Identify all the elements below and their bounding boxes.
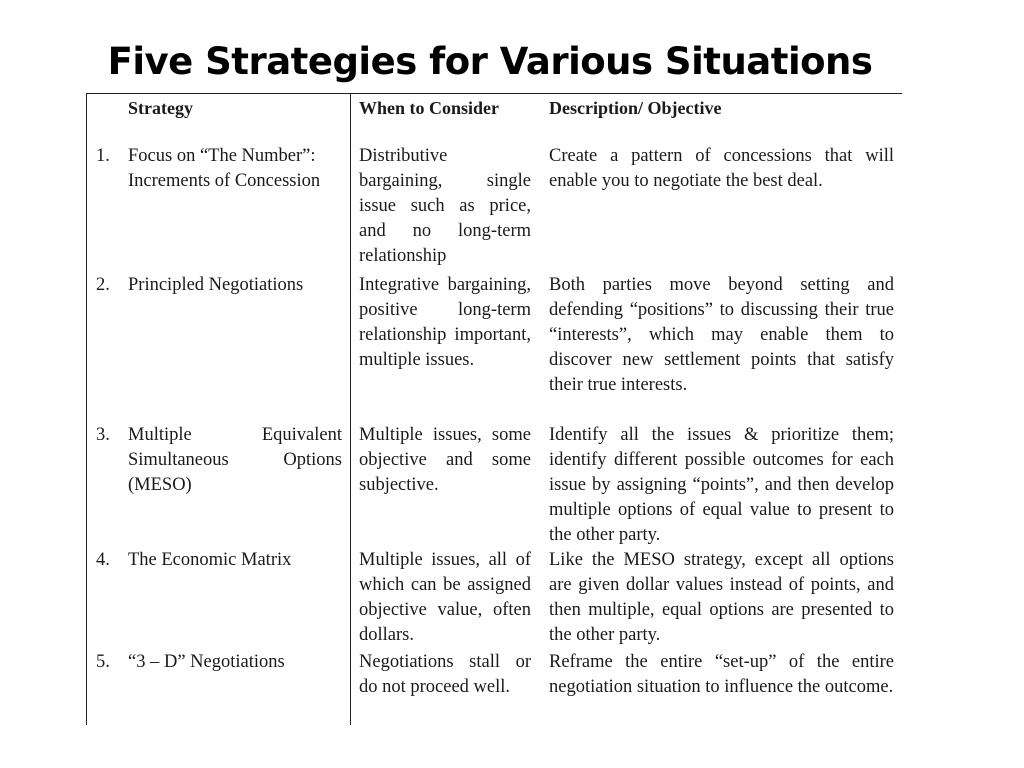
row-description: Create a pattern of concessions that will enable you to negotiate the best deal. [549,146,894,191]
row-description: Identify all the issues & prioritize them; identify different possible outcomes for each issue by assigning “points”, and then develop multiple options of equal value to present to the other party. [549,425,894,545]
row-number: 1. [96,146,110,166]
row-when: Multiple issues, all of which can be assigned objective value, often dollars. [359,550,531,645]
strategies-table [86,93,902,723]
row-number: 2. [96,275,110,295]
row-strategy: Multiple Equivalent Simultaneous Options (MESO) [128,425,342,495]
row-strategy: The Economic Matrix [128,550,292,570]
header-when-to-consider: When to Consider [359,98,500,118]
row-description: Reframe the entire “set-up” of the entire negotiation situation to influence the outcome. [549,652,894,697]
row-when: Multiple issues, some objective and some subjective. [359,425,531,495]
row-strategy: Principled Negotiations [128,275,304,295]
row-number: 5. [96,652,110,672]
row-description: Like the MESO strategy, except all options are given dollar values instead of points, and then multiple, equal options are presented to the other party. [549,550,894,645]
row-when: Negotiations stall or do not proceed well. [359,652,531,697]
column-divider [350,93,351,725]
slide-title: Five Strategies for Various Situations [107,40,873,83]
row-strategy: Focus on “The Number”: Increments of Concession [128,146,321,191]
table-left-border [86,93,87,725]
table-top-border [86,93,902,94]
row-description: Both parties move beyond setting and defending “positions” to discussing their true “interests”, which may enable them to discover new settlement points that satisfy their true interests. [549,275,894,395]
row-number: 4. [96,550,110,570]
header-strategy: Strategy [128,98,193,118]
header-description-objective: Description/ Objective [549,98,722,118]
row-when: Distributive bargaining, single issue such as price, and no long-term relationship [359,146,531,266]
row-when: Integrative bargaining, positive long-term relationship important, multiple issues. [359,275,531,370]
row-number: 3. [96,425,110,445]
row-strategy: “3 – D” Negotiations [128,652,285,672]
